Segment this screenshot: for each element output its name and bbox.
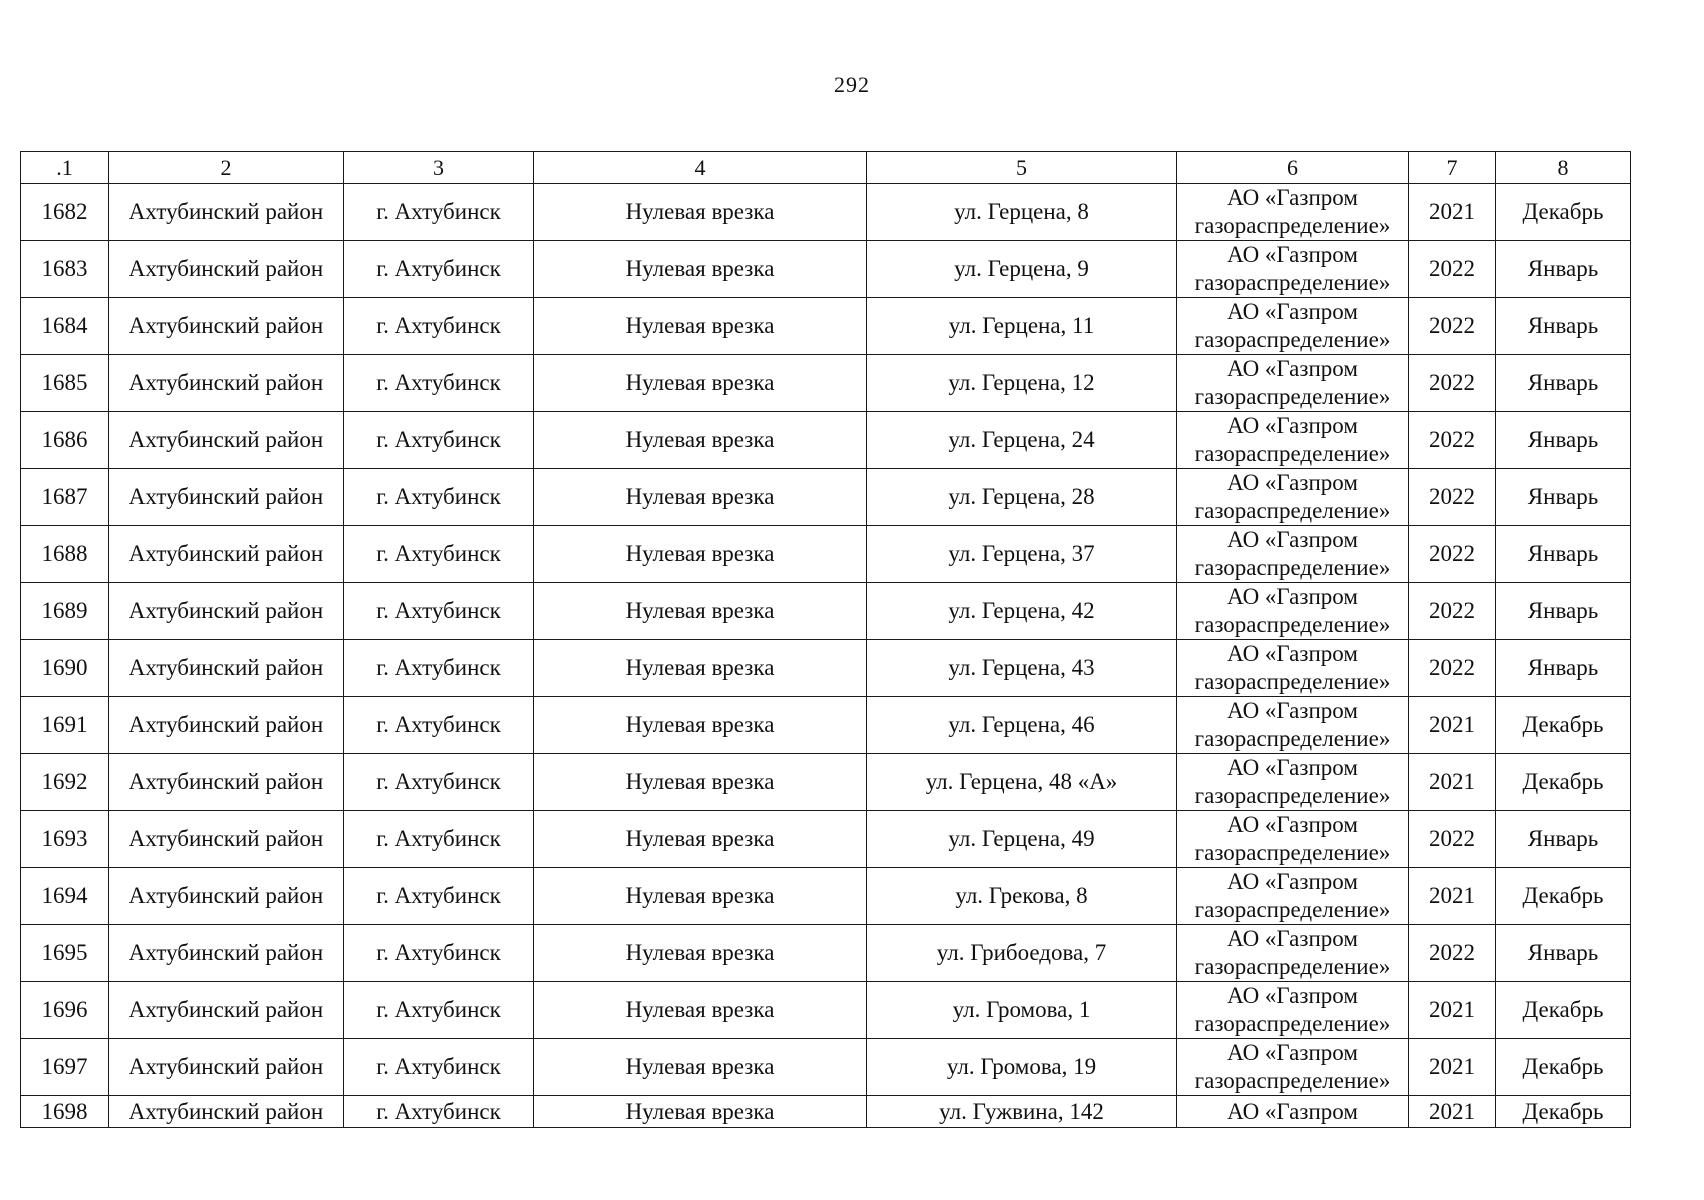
month-cell: Январь <box>1496 412 1631 469</box>
organization-line-2: газораспределение» <box>1194 669 1391 694</box>
table-row <box>21 640 1631 697</box>
organization-line-1: АО «Газпром <box>1227 185 1358 210</box>
organization-line-1: АО «Газпром <box>1227 527 1358 552</box>
city-cell: г. Ахтубинск <box>344 982 534 1039</box>
month-cell: Декабрь <box>1496 1096 1631 1128</box>
month-cell: Январь <box>1496 469 1631 526</box>
year-cell: 2022 <box>1409 526 1496 583</box>
address-cell: ул. Громова, 19 <box>867 1039 1177 1096</box>
address-cell: ул. Герцена, 48 «А» <box>867 754 1177 811</box>
organization-cell <box>1177 583 1409 640</box>
address-cell: ул. Герцена, 28 <box>867 469 1177 526</box>
table-row <box>21 982 1631 1039</box>
district-cell: Ахтубинский район <box>109 469 344 526</box>
work-type-cell: Нулевая врезка <box>534 412 867 469</box>
column-header: 2 <box>109 152 344 184</box>
organization-line-2: газораспределение» <box>1194 498 1391 523</box>
district-cell: Ахтубинский район <box>109 1039 344 1096</box>
organization-cell <box>1177 640 1409 697</box>
column-header: 4 <box>534 152 867 184</box>
month-cell: Декабрь <box>1496 868 1631 925</box>
organization-line-1: АО «Газпром <box>1227 926 1358 951</box>
organization-line-2: газораспределение» <box>1194 441 1391 466</box>
page-number: 292 <box>834 72 870 97</box>
table-row <box>21 697 1631 754</box>
city-cell: г. Ахтубинск <box>344 754 534 811</box>
work-type-cell: Нулевая врезка <box>534 298 867 355</box>
city-cell: г. Ахтубинск <box>344 526 534 583</box>
table-row <box>21 1096 1631 1128</box>
row-number-cell: 1691 <box>21 697 109 754</box>
organization-cell <box>1177 526 1409 583</box>
work-type-cell: Нулевая врезка <box>534 241 867 298</box>
work-type-cell: Нулевая врезка <box>534 526 867 583</box>
organization-cell <box>1177 241 1409 298</box>
row-number-cell: 1688 <box>21 526 109 583</box>
organization-line-2: газораспределение» <box>1194 213 1391 238</box>
district-cell: Ахтубинский район <box>109 526 344 583</box>
month-cell: Декабрь <box>1496 697 1631 754</box>
row-number-cell: 1685 <box>21 355 109 412</box>
month-cell: Декабрь <box>1496 1039 1631 1096</box>
work-type-cell: Нулевая врезка <box>534 754 867 811</box>
organization-line-2: газораспределение» <box>1194 840 1391 865</box>
row-number-cell: 1692 <box>21 754 109 811</box>
work-type-cell: Нулевая врезка <box>534 811 867 868</box>
organization-line-2: газораспределение» <box>1194 1068 1391 1093</box>
table-row <box>21 412 1631 469</box>
organization-line-1: АО «Газпром <box>1227 698 1358 723</box>
organization-cell <box>1177 982 1409 1039</box>
organization-cell <box>1177 697 1409 754</box>
organization-line-2: газораспределение» <box>1194 897 1391 922</box>
month-cell: Январь <box>1496 298 1631 355</box>
table-row <box>21 1039 1631 1096</box>
year-cell: 2022 <box>1409 241 1496 298</box>
city-cell: г. Ахтубинск <box>344 697 534 754</box>
organization-line-2: газораспределение» <box>1194 270 1391 295</box>
organization-line-1: АО «Газпром <box>1227 413 1358 438</box>
city-cell: г. Ахтубинск <box>344 868 534 925</box>
organization-cell <box>1177 1096 1409 1128</box>
month-cell: Январь <box>1496 526 1631 583</box>
organization-line-1: АО «Газпром <box>1227 1098 1358 1124</box>
address-cell: ул. Гужвина, 142 <box>867 1096 1177 1128</box>
row-number-cell: 1698 <box>21 1096 109 1128</box>
row-number-cell: 1682 <box>21 184 109 241</box>
work-type-cell: Нулевая врезка <box>534 469 867 526</box>
address-cell: ул. Герцена, 46 <box>867 697 1177 754</box>
organization-line-1: АО «Газпром <box>1227 983 1358 1008</box>
table-row <box>21 355 1631 412</box>
table-row <box>21 184 1631 241</box>
district-cell: Ахтубинский район <box>109 640 344 697</box>
table-row <box>21 241 1631 298</box>
address-cell: ул. Герцена, 49 <box>867 811 1177 868</box>
month-cell: Январь <box>1496 925 1631 982</box>
address-cell: ул. Герцена, 9 <box>867 241 1177 298</box>
organization-cell <box>1177 754 1409 811</box>
row-number-cell: 1696 <box>21 982 109 1039</box>
city-cell: г. Ахтубинск <box>344 1096 534 1128</box>
organization-line-1: АО «Газпром <box>1227 242 1358 267</box>
table-header-row <box>21 152 1631 184</box>
city-cell: г. Ахтубинск <box>344 412 534 469</box>
month-cell: Январь <box>1496 241 1631 298</box>
row-number-cell: 1687 <box>21 469 109 526</box>
organization-line-1: АО «Газпром <box>1227 755 1358 780</box>
district-cell: Ахтубинский район <box>109 298 344 355</box>
year-cell: 2021 <box>1409 868 1496 925</box>
district-cell: Ахтубинский район <box>109 583 344 640</box>
organization-cell <box>1177 469 1409 526</box>
city-cell: г. Ахтубинск <box>344 1039 534 1096</box>
address-cell: ул. Грекова, 8 <box>867 868 1177 925</box>
table-row <box>21 754 1631 811</box>
district-cell: Ахтубинский район <box>109 1096 344 1128</box>
address-cell: ул. Грибоедова, 7 <box>867 925 1177 982</box>
organization-line-1: АО «Газпром <box>1227 1040 1358 1065</box>
address-cell: ул. Громова, 1 <box>867 982 1177 1039</box>
organization-line-1: АО «Газпром <box>1227 812 1358 837</box>
month-cell: Январь <box>1496 640 1631 697</box>
table-row <box>21 298 1631 355</box>
organization-cell <box>1177 298 1409 355</box>
district-cell: Ахтубинский район <box>109 754 344 811</box>
year-cell: 2022 <box>1409 355 1496 412</box>
year-cell: 2021 <box>1409 1039 1496 1096</box>
table-row <box>21 526 1631 583</box>
table-row <box>21 925 1631 982</box>
address-cell: ул. Герцена, 8 <box>867 184 1177 241</box>
organization-line-1: АО «Газпром <box>1227 470 1358 495</box>
city-cell: г. Ахтубинск <box>344 184 534 241</box>
month-cell: Январь <box>1496 355 1631 412</box>
row-number-cell: 1686 <box>21 412 109 469</box>
year-cell: 2022 <box>1409 412 1496 469</box>
district-cell: Ахтубинский район <box>109 412 344 469</box>
year-cell: 2021 <box>1409 1096 1496 1128</box>
address-cell: ул. Герцена, 37 <box>867 526 1177 583</box>
work-type-cell: Нулевая врезка <box>534 184 867 241</box>
organization-cell <box>1177 412 1409 469</box>
organization-line-2: газораспределение» <box>1194 555 1391 580</box>
row-number-cell: 1695 <box>21 925 109 982</box>
work-type-cell: Нулевая врезка <box>534 697 867 754</box>
work-type-cell: Нулевая врезка <box>534 1039 867 1096</box>
city-cell: г. Ахтубинск <box>344 298 534 355</box>
year-cell: 2021 <box>1409 697 1496 754</box>
row-number-cell: 1683 <box>21 241 109 298</box>
organization-cell <box>1177 925 1409 982</box>
row-number-cell: 1684 <box>21 298 109 355</box>
year-cell: 2021 <box>1409 754 1496 811</box>
year-cell: 2022 <box>1409 469 1496 526</box>
column-header: 7 <box>1409 152 1496 184</box>
year-cell: 2022 <box>1409 811 1496 868</box>
column-header: .1 <box>21 152 109 184</box>
organization-line-1: АО «Газпром <box>1227 584 1358 609</box>
work-type-cell: Нулевая врезка <box>534 868 867 925</box>
city-cell: г. Ахтубинск <box>344 355 534 412</box>
work-type-cell: Нулевая врезка <box>534 640 867 697</box>
month-cell: Январь <box>1496 811 1631 868</box>
year-cell: 2022 <box>1409 583 1496 640</box>
column-header: 3 <box>344 152 534 184</box>
organization-line-2: газораспределение» <box>1194 783 1391 808</box>
district-cell: Ахтубинский район <box>109 868 344 925</box>
work-type-cell: Нулевая врезка <box>534 355 867 412</box>
work-type-cell: Нулевая врезка <box>534 583 867 640</box>
organization-line-2: газораспределение» <box>1194 954 1391 979</box>
row-number-cell: 1689 <box>21 583 109 640</box>
city-cell: г. Ахтубинск <box>344 469 534 526</box>
organization-line-1: АО «Газпром <box>1227 299 1358 324</box>
district-cell: Ахтубинский район <box>109 697 344 754</box>
column-header: 6 <box>1177 152 1409 184</box>
district-cell: Ахтубинский район <box>109 982 344 1039</box>
row-number-cell: 1693 <box>21 811 109 868</box>
organization-line-2: газораспределение» <box>1194 327 1391 352</box>
organization-cell <box>1177 355 1409 412</box>
row-number-cell: 1697 <box>21 1039 109 1096</box>
organization-line-1: АО «Газпром <box>1227 869 1358 894</box>
city-cell: г. Ахтубинск <box>344 583 534 640</box>
year-cell: 2022 <box>1409 925 1496 982</box>
table-row <box>21 583 1631 640</box>
address-cell: ул. Герцена, 42 <box>867 583 1177 640</box>
gas-connection-table <box>20 151 1631 1128</box>
work-type-cell: Нулевая врезка <box>534 1096 867 1128</box>
organization-line-2: газораспределение» <box>1194 612 1391 637</box>
district-cell: Ахтубинский район <box>109 184 344 241</box>
year-cell: 2022 <box>1409 298 1496 355</box>
table-row <box>21 469 1631 526</box>
table-row <box>21 811 1631 868</box>
organization-cell <box>1177 1039 1409 1096</box>
city-cell: г. Ахтубинск <box>344 640 534 697</box>
district-cell: Ахтубинский район <box>109 241 344 298</box>
column-header: 5 <box>867 152 1177 184</box>
city-cell: г. Ахтубинск <box>344 241 534 298</box>
district-cell: Ахтубинский район <box>109 925 344 982</box>
year-cell: 2021 <box>1409 982 1496 1039</box>
row-number-cell: 1690 <box>21 640 109 697</box>
table-row <box>21 868 1631 925</box>
organization-cell <box>1177 868 1409 925</box>
work-type-cell: Нулевая врезка <box>534 982 867 1039</box>
month-cell: Январь <box>1496 583 1631 640</box>
organization-line-2: газораспределение» <box>1194 1011 1391 1036</box>
year-cell: 2022 <box>1409 640 1496 697</box>
organization-line-1: АО «Газпром <box>1227 641 1358 666</box>
organization-cell <box>1177 184 1409 241</box>
month-cell: Декабрь <box>1496 982 1631 1039</box>
organization-line-2: газораспределение» <box>1194 726 1391 751</box>
address-cell: ул. Герцена, 11 <box>867 298 1177 355</box>
organization-line-2: газораспределение» <box>1194 384 1391 409</box>
work-type-cell: Нулевая врезка <box>534 925 867 982</box>
organization-cell <box>1177 811 1409 868</box>
address-cell: ул. Герцена, 24 <box>867 412 1177 469</box>
city-cell: г. Ахтубинск <box>344 925 534 982</box>
month-cell: Декабрь <box>1496 754 1631 811</box>
city-cell: г. Ахтубинск <box>344 811 534 868</box>
district-cell: Ахтубинский район <box>109 355 344 412</box>
row-number-cell: 1694 <box>21 868 109 925</box>
address-cell: ул. Герцена, 43 <box>867 640 1177 697</box>
column-header: 8 <box>1496 152 1631 184</box>
district-cell: Ахтубинский район <box>109 811 344 868</box>
address-cell: ул. Герцена, 12 <box>867 355 1177 412</box>
organization-line-1: АО «Газпром <box>1227 356 1358 381</box>
month-cell: Декабрь <box>1496 184 1631 241</box>
year-cell: 2021 <box>1409 184 1496 241</box>
